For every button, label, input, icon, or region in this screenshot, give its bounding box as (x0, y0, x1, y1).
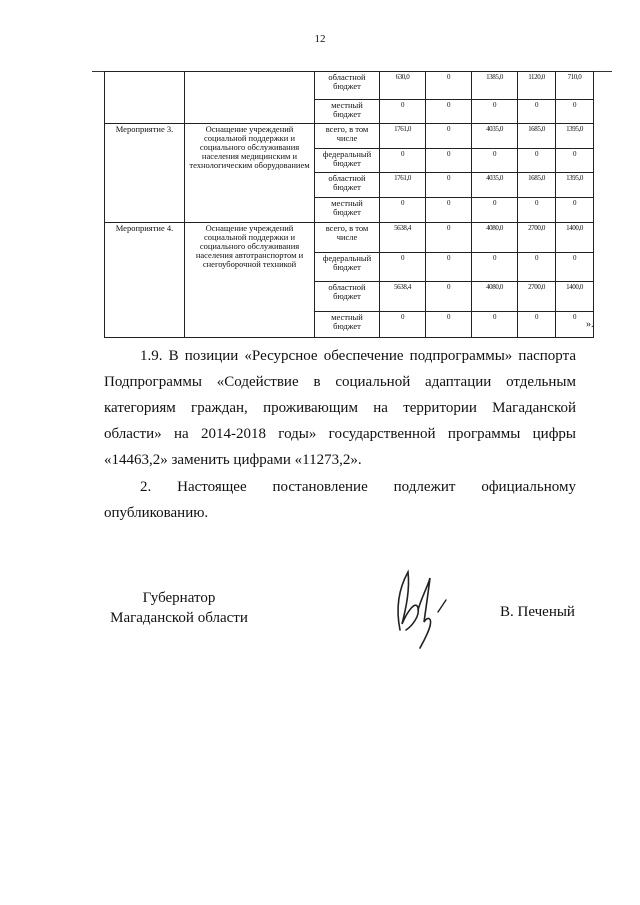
value-cell: 0 (556, 198, 594, 223)
source-cell: областной бюджет (315, 72, 380, 100)
value-cell: 1761,0 (380, 173, 426, 198)
value-cell: 0 (472, 149, 518, 173)
label-cell (105, 72, 185, 124)
value-cell: 0 (380, 312, 426, 338)
source-cell: всего, в том числе (315, 124, 380, 149)
value-cell: 2700,0 (518, 282, 556, 312)
paragraph-2: 2. Настоящее постановление подлежит официальному опубликованию. (104, 479, 576, 521)
source-cell: местный бюджет (315, 312, 380, 338)
value-cell: 0 (472, 100, 518, 124)
value-cell: 0 (426, 282, 472, 312)
value-cell: 0 (426, 173, 472, 198)
value-cell: 0 (380, 198, 426, 223)
table-row (105, 72, 594, 100)
value-cell: 0 (380, 100, 426, 124)
table-row (105, 124, 594, 149)
source-cell: местный бюджет (315, 100, 380, 124)
value-cell: 4080,0 (472, 282, 518, 312)
value-cell: 0 (472, 312, 518, 338)
value-cell: 630,0 (380, 72, 426, 100)
value-cell: 1120,0 (518, 72, 556, 100)
value-cell: 0 (380, 149, 426, 173)
handwritten-signature (378, 560, 468, 650)
value-cell: 1400,0 (556, 282, 594, 312)
signer-title-line1: Губернатор (142, 590, 216, 606)
value-cell: 1685,0 (518, 173, 556, 198)
value-cell: 0 (556, 253, 594, 282)
event-label-cell: Мероприятие 3. (105, 124, 185, 223)
value-cell: 0 (426, 124, 472, 149)
event-description-cell: Оснащение учреждений социальной поддержки и социального обслуживания населения автотранспортом и снегоуборочной техникой (185, 223, 315, 338)
value-cell: 0 (518, 312, 556, 338)
source-cell: федеральный бюджет (315, 253, 380, 282)
value-cell: 0 (518, 253, 556, 282)
value-cell: 4035,0 (472, 173, 518, 198)
value-cell: 4035,0 (472, 124, 518, 149)
signer-title-line2: Магаданской области (110, 610, 248, 626)
event-label-cell: Мероприятие 4. (105, 223, 185, 338)
value-cell: 0 (426, 149, 472, 173)
value-cell: 1761,0 (380, 124, 426, 149)
value-cell: 710,0 (556, 72, 594, 100)
value-cell: 0 (426, 223, 472, 253)
value-cell: 0 (426, 72, 472, 100)
value-cell: 0 (518, 149, 556, 173)
value-cell: 1395,0 (556, 124, 594, 149)
value-cell: 0 (426, 312, 472, 338)
value-cell: 0 (472, 253, 518, 282)
value-cell: 0 (518, 198, 556, 223)
source-cell: областной бюджет (315, 173, 380, 198)
budget-table (104, 71, 594, 338)
description-cell (185, 72, 315, 124)
source-cell: всего, в том числе (315, 223, 380, 253)
signer-title (104, 588, 254, 628)
source-cell: областной бюджет (315, 282, 380, 312)
signer-name: В. Печеный (500, 604, 575, 620)
value-cell: 0 (426, 198, 472, 223)
value-cell: 2700,0 (518, 223, 556, 253)
value-cell: 0 (518, 100, 556, 124)
value-cell: 5638,4 (380, 223, 426, 253)
value-cell: 1400,0 (556, 223, 594, 253)
source-cell: местный бюджет (315, 198, 380, 223)
event-description-cell: Оснащение учреждений социальной поддержки и социального обслуживания населения медицинским и технологическим оборудованием (185, 124, 315, 223)
table-row (105, 223, 594, 253)
value-cell: 0 (556, 312, 594, 338)
value-cell: 5638,4 (380, 282, 426, 312)
source-cell: федеральный бюджет (315, 149, 380, 173)
value-cell: 0 (556, 149, 594, 173)
page-number: 12 (314, 33, 326, 45)
value-cell: 0 (472, 198, 518, 223)
paragraph-1-9: 1.9. В позиции «Ресурсное обеспечение подпрограммы» паспорта Подпрограммы «Содействие в социальной адаптации отдельным категориям граждан, проживающим на территории Магаданской области» на 2014-2018 годы» государственной программы цифры «14463,2» заменить цифрами «11273,2». (104, 348, 576, 468)
value-cell: 0 (426, 253, 472, 282)
value-cell: 1685,0 (518, 124, 556, 149)
value-cell: 1395,0 (556, 173, 594, 198)
value-cell: 1385,0 (472, 72, 518, 100)
value-cell: 0 (556, 100, 594, 124)
value-cell: 0 (380, 253, 426, 282)
value-cell: 4080,0 (472, 223, 518, 253)
closing-quote: ». (586, 319, 594, 330)
value-cell: 0 (426, 100, 472, 124)
